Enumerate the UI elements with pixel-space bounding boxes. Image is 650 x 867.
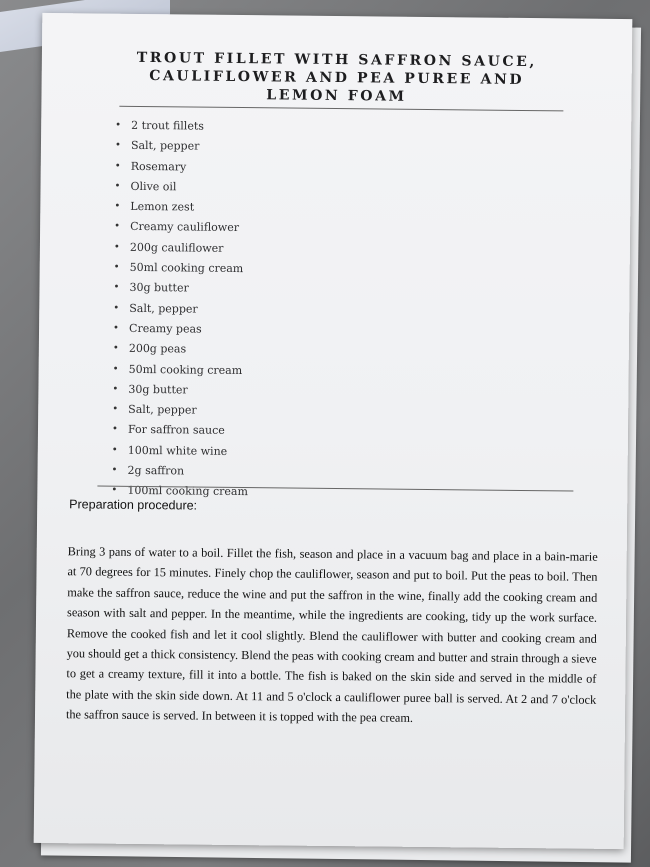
ingredient-item: • 50ml cooking cream xyxy=(109,359,250,381)
ingredient-item: • Creamy cauliflower xyxy=(110,217,251,239)
ingredient-item: • For saffron sauce xyxy=(108,420,249,442)
ingredient-item: • Salt, pepper xyxy=(109,298,250,320)
title-line-2: CAULIFLOWER AND PEA PUREE AND xyxy=(149,68,525,88)
ingredient-item: • Rosemary xyxy=(111,156,252,178)
ingredient-item: • 200g peas xyxy=(109,339,250,361)
recipe-sheet xyxy=(34,13,633,849)
ingredient-item: • 2g saffron xyxy=(107,461,248,483)
procedure-text: Bring 3 pans of water to a boil. Fillet the fish, season and place in a vacuum bag and place in a bain-marie at 70 degrees for 15 minutes. Finely chop the cauliflower, season and put to boil. Put the peas to boil. Then make the saffron sauce, reduce the wine and put the saffron in the wine, finally add the cooking cream and season with salt and pepper. In the meantime, while the ingredients are cooking, tidy up the work surface. Remove the cooked fish and let it cool slightly. Blend the cauliflower with butter and cooking cream and you should get a thick consistency. Blend the peas with cooking cream and butter and strain through a sieve to get a creamy texture, fill it into a bottle. The fish is baked on the skin side and served in the middle of the plate with the skin side down. At 11 and 5 o'clock a cauliflower puree ball is served. At 2 and 7 o'clock the saffron sauce is served. In between it is topped with the pea cream. xyxy=(65,544,598,726)
ingredient-item: • 30g butter xyxy=(108,380,249,402)
ingredient-list xyxy=(107,116,252,503)
ingredient-item: • 200g cauliflower xyxy=(110,237,251,259)
ingredient-item: • 30g butter xyxy=(109,278,250,300)
ingredient-item: • Salt, pepper xyxy=(111,136,252,158)
recipe-title xyxy=(41,48,632,108)
ingredient-item: • 100ml cooking cream xyxy=(107,481,248,503)
title-line-3: LEMON FOAM xyxy=(266,87,407,105)
ingredient-item: • 2 trout fillets xyxy=(111,116,252,138)
ingredient-item: • Creamy peas xyxy=(109,319,250,341)
ingredient-item: • Olive oil xyxy=(110,177,251,199)
ingredient-item: • 100ml white wine xyxy=(108,440,249,462)
ingredient-item: • 50ml cooking cream xyxy=(110,258,251,280)
ingredient-item: • Lemon zest xyxy=(110,197,251,219)
ingredient-item: • Salt, pepper xyxy=(108,400,249,422)
title-line-1: TROUT FILLET WITH SAFFRON SAUCE, xyxy=(136,49,538,71)
procedure-heading: Preparation procedure: xyxy=(69,497,198,513)
